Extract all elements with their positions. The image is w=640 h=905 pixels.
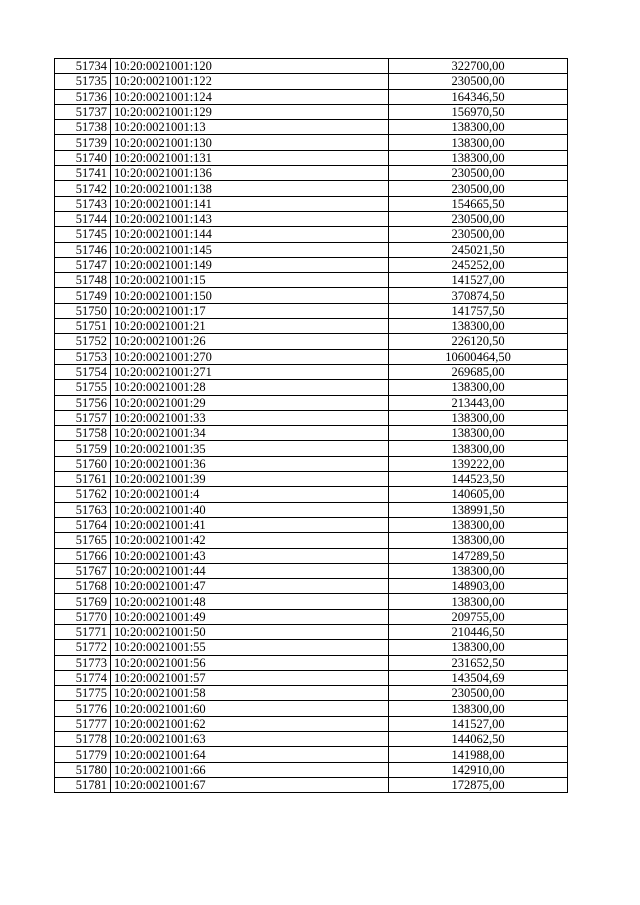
row-number-cell: 51757: [55, 410, 111, 425]
row-number-cell: 51781: [55, 777, 111, 792]
cadastral-number-cell: 10:20:0021001:4: [111, 487, 389, 502]
value-cell: 147289,50: [389, 548, 568, 563]
value-cell: 138300,00: [389, 410, 568, 425]
table-row: [55, 150, 568, 165]
row-number-cell: 51736: [55, 89, 111, 104]
cadastral-number-cell: 10:20:0021001:62: [111, 716, 389, 731]
row-number-cell: 51758: [55, 426, 111, 441]
row-number-cell: 51776: [55, 701, 111, 716]
cadastral-number-cell: 10:20:0021001:124: [111, 89, 389, 104]
cadastral-number-cell: 10:20:0021001:42: [111, 533, 389, 548]
value-cell: 141757,50: [389, 303, 568, 318]
table-row: [55, 472, 568, 487]
cadastral-number-cell: 10:20:0021001:17: [111, 303, 389, 318]
row-number-cell: 51760: [55, 456, 111, 471]
cadastral-number-cell: 10:20:0021001:47: [111, 579, 389, 594]
table-row: [55, 211, 568, 226]
row-number-cell: 51750: [55, 303, 111, 318]
value-cell: 138300,00: [389, 150, 568, 165]
value-cell: 139222,00: [389, 456, 568, 471]
table-row: [55, 380, 568, 395]
value-cell: 138300,00: [389, 594, 568, 609]
table-row: [55, 533, 568, 548]
row-number-cell: 51755: [55, 380, 111, 395]
value-cell: 230500,00: [389, 227, 568, 242]
value-cell: 143504,69: [389, 670, 568, 685]
cadastral-number-cell: 10:20:0021001:120: [111, 59, 389, 74]
value-cell: 156970,50: [389, 104, 568, 119]
table-row: [55, 181, 568, 196]
row-number-cell: 51740: [55, 150, 111, 165]
row-number-cell: 51746: [55, 242, 111, 257]
value-cell: 213443,00: [389, 395, 568, 410]
value-cell: 138300,00: [389, 120, 568, 135]
row-number-cell: 51748: [55, 273, 111, 288]
table-row: [55, 257, 568, 272]
table-row: [55, 563, 568, 578]
table-row: [55, 502, 568, 517]
value-cell: 231652,50: [389, 655, 568, 670]
cadastral-number-cell: 10:20:0021001:57: [111, 670, 389, 685]
cadastral-number-cell: 10:20:0021001:149: [111, 257, 389, 272]
value-cell: 138300,00: [389, 135, 568, 150]
value-cell: 230500,00: [389, 686, 568, 701]
cadastral-number-cell: 10:20:0021001:58: [111, 686, 389, 701]
cadastral-number-cell: 10:20:0021001:13: [111, 120, 389, 135]
table-row: [55, 135, 568, 150]
cadastral-value-table: [54, 58, 568, 793]
row-number-cell: 51777: [55, 716, 111, 731]
table-row: [55, 624, 568, 639]
table-row: [55, 548, 568, 563]
table-row: [55, 747, 568, 762]
value-cell: 144523,50: [389, 472, 568, 487]
value-cell: 141527,00: [389, 273, 568, 288]
row-number-cell: 51749: [55, 288, 111, 303]
cadastral-number-cell: 10:20:0021001:21: [111, 319, 389, 334]
table-row: [55, 395, 568, 410]
row-number-cell: 51774: [55, 670, 111, 685]
row-number-cell: 51752: [55, 334, 111, 349]
cadastral-number-cell: 10:20:0021001:29: [111, 395, 389, 410]
value-cell: 138300,00: [389, 640, 568, 655]
table-row: [55, 777, 568, 792]
cadastral-number-cell: 10:20:0021001:35: [111, 441, 389, 456]
table-row: [55, 441, 568, 456]
value-cell: 148903,00: [389, 579, 568, 594]
cadastral-number-cell: 10:20:0021001:66: [111, 762, 389, 777]
value-cell: 140605,00: [389, 487, 568, 502]
value-cell: 209755,00: [389, 609, 568, 624]
cadastral-number-cell: 10:20:0021001:40: [111, 502, 389, 517]
row-number-cell: 51764: [55, 517, 111, 532]
cadastral-number-cell: 10:20:0021001:39: [111, 472, 389, 487]
value-cell: 141527,00: [389, 716, 568, 731]
table-row: [55, 670, 568, 685]
value-cell: 138300,00: [389, 701, 568, 716]
value-cell: 245252,00: [389, 257, 568, 272]
value-cell: 230500,00: [389, 181, 568, 196]
cadastral-number-cell: 10:20:0021001:145: [111, 242, 389, 257]
cadastral-number-cell: 10:20:0021001:129: [111, 104, 389, 119]
cadastral-number-cell: 10:20:0021001:271: [111, 364, 389, 379]
value-cell: 210446,50: [389, 624, 568, 639]
table-row: [55, 594, 568, 609]
cadastral-number-cell: 10:20:0021001:48: [111, 594, 389, 609]
row-number-cell: 51751: [55, 319, 111, 334]
row-number-cell: 51753: [55, 349, 111, 364]
cadastral-number-cell: 10:20:0021001:63: [111, 732, 389, 747]
table-row: [55, 640, 568, 655]
value-cell: 230500,00: [389, 211, 568, 226]
table-body: [55, 59, 568, 793]
row-number-cell: 51771: [55, 624, 111, 639]
value-cell: 245021,50: [389, 242, 568, 257]
value-cell: 138300,00: [389, 533, 568, 548]
table-row: [55, 242, 568, 257]
value-cell: 269685,00: [389, 364, 568, 379]
cadastral-number-cell: 10:20:0021001:131: [111, 150, 389, 165]
row-number-cell: 51759: [55, 441, 111, 456]
table-row: [55, 273, 568, 288]
cadastral-number-cell: 10:20:0021001:64: [111, 747, 389, 762]
cadastral-number-cell: 10:20:0021001:44: [111, 563, 389, 578]
value-cell: 10600464,50: [389, 349, 568, 364]
table-row: [55, 59, 568, 74]
cadastral-number-cell: 10:20:0021001:138: [111, 181, 389, 196]
cadastral-number-cell: 10:20:0021001:15: [111, 273, 389, 288]
table-row: [55, 426, 568, 441]
value-cell: 322700,00: [389, 59, 568, 74]
table-row: [55, 89, 568, 104]
cadastral-number-cell: 10:20:0021001:150: [111, 288, 389, 303]
cadastral-number-cell: 10:20:0021001:130: [111, 135, 389, 150]
value-cell: 230500,00: [389, 74, 568, 89]
cadastral-number-cell: 10:20:0021001:33: [111, 410, 389, 425]
table-row: [55, 517, 568, 532]
row-number-cell: 51767: [55, 563, 111, 578]
row-number-cell: 51762: [55, 487, 111, 502]
value-cell: 226120,50: [389, 334, 568, 349]
cadastral-number-cell: 10:20:0021001:67: [111, 777, 389, 792]
row-number-cell: 51743: [55, 196, 111, 211]
table-row: [55, 74, 568, 89]
value-cell: 141988,00: [389, 747, 568, 762]
table-row: [55, 120, 568, 135]
value-cell: 370874,50: [389, 288, 568, 303]
cadastral-number-cell: 10:20:0021001:50: [111, 624, 389, 639]
row-number-cell: 51734: [55, 59, 111, 74]
value-cell: 172875,00: [389, 777, 568, 792]
table-row: [55, 456, 568, 471]
value-cell: 144062,50: [389, 732, 568, 747]
value-cell: 164346,50: [389, 89, 568, 104]
cadastral-number-cell: 10:20:0021001:43: [111, 548, 389, 563]
table-row: [55, 609, 568, 624]
cadastral-number-cell: 10:20:0021001:49: [111, 609, 389, 624]
row-number-cell: 51739: [55, 135, 111, 150]
value-cell: 138300,00: [389, 319, 568, 334]
row-number-cell: 51738: [55, 120, 111, 135]
cadastral-number-cell: 10:20:0021001:26: [111, 334, 389, 349]
table-row: [55, 686, 568, 701]
table-row: [55, 579, 568, 594]
row-number-cell: 51756: [55, 395, 111, 410]
table-row: [55, 104, 568, 119]
row-number-cell: 51779: [55, 747, 111, 762]
row-number-cell: 51773: [55, 655, 111, 670]
cadastral-number-cell: 10:20:0021001:144: [111, 227, 389, 242]
row-number-cell: 51745: [55, 227, 111, 242]
value-cell: 138300,00: [389, 426, 568, 441]
row-number-cell: 51766: [55, 548, 111, 563]
cadastral-number-cell: 10:20:0021001:56: [111, 655, 389, 670]
row-number-cell: 51735: [55, 74, 111, 89]
cadastral-number-cell: 10:20:0021001:36: [111, 456, 389, 471]
row-number-cell: 51763: [55, 502, 111, 517]
value-cell: 138300,00: [389, 563, 568, 578]
cadastral-number-cell: 10:20:0021001:270: [111, 349, 389, 364]
value-cell: 230500,00: [389, 166, 568, 181]
value-cell: 138991,50: [389, 502, 568, 517]
cadastral-number-cell: 10:20:0021001:136: [111, 166, 389, 181]
value-cell: 154665,50: [389, 196, 568, 211]
row-number-cell: 51768: [55, 579, 111, 594]
cadastral-number-cell: 10:20:0021001:122: [111, 74, 389, 89]
row-number-cell: 51775: [55, 686, 111, 701]
row-number-cell: 51772: [55, 640, 111, 655]
table-row: [55, 655, 568, 670]
cadastral-number-cell: 10:20:0021001:41: [111, 517, 389, 532]
row-number-cell: 51747: [55, 257, 111, 272]
cadastral-number-cell: 10:20:0021001:60: [111, 701, 389, 716]
row-number-cell: 51770: [55, 609, 111, 624]
table-row: [55, 303, 568, 318]
value-cell: 138300,00: [389, 441, 568, 456]
table-row: [55, 227, 568, 242]
table-row: [55, 334, 568, 349]
value-cell: 142910,00: [389, 762, 568, 777]
cadastral-number-cell: 10:20:0021001:141: [111, 196, 389, 211]
cadastral-number-cell: 10:20:0021001:143: [111, 211, 389, 226]
table-row: [55, 732, 568, 747]
value-cell: 138300,00: [389, 380, 568, 395]
table-row: [55, 319, 568, 334]
row-number-cell: 51742: [55, 181, 111, 196]
cadastral-number-cell: 10:20:0021001:28: [111, 380, 389, 395]
row-number-cell: 51765: [55, 533, 111, 548]
table-row: [55, 196, 568, 211]
table-row: [55, 762, 568, 777]
row-number-cell: 51769: [55, 594, 111, 609]
table-row: [55, 364, 568, 379]
row-number-cell: 51754: [55, 364, 111, 379]
table-row: [55, 410, 568, 425]
row-number-cell: 51780: [55, 762, 111, 777]
table-row: [55, 288, 568, 303]
row-number-cell: 51778: [55, 732, 111, 747]
row-number-cell: 51741: [55, 166, 111, 181]
table-row: [55, 716, 568, 731]
row-number-cell: 51761: [55, 472, 111, 487]
table-row: [55, 349, 568, 364]
row-number-cell: 51737: [55, 104, 111, 119]
table-row: [55, 701, 568, 716]
cadastral-number-cell: 10:20:0021001:55: [111, 640, 389, 655]
value-cell: 138300,00: [389, 517, 568, 532]
table-row: [55, 166, 568, 181]
table-row: [55, 487, 568, 502]
cadastral-number-cell: 10:20:0021001:34: [111, 426, 389, 441]
row-number-cell: 51744: [55, 211, 111, 226]
